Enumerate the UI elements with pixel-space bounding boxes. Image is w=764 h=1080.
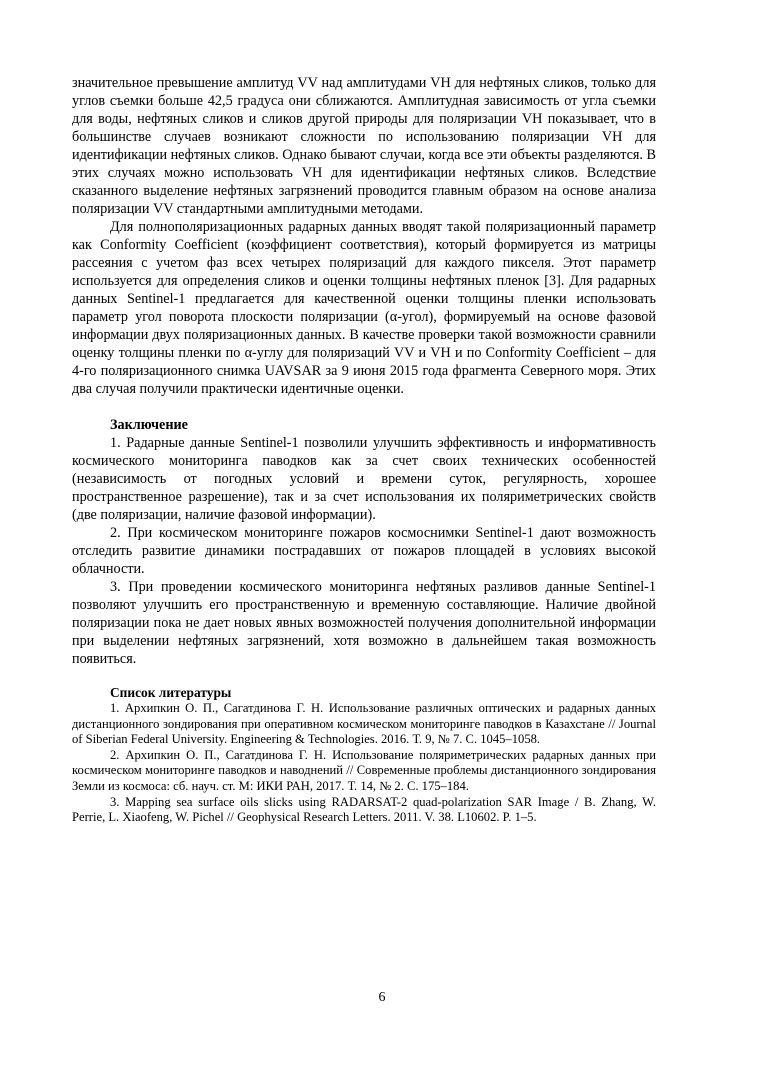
reference-item-2: 2. Архипкин О. П., Сагатдинова Г. Н. Использование поляриметрических радарных данных при космическом мониторинге паводков и наводнений // Современные проблемы дистанционного зондирования Земли из космоса: сб. науч. ст. М: ИКИ РАН, 2017. Т. 14, № 2. С. 175–184.	[72, 747, 656, 793]
conclusion-item-1: 1. Радарные данные Sentinel-1 позволили улучшить эффективность и информативность космического мониторинга паводков как за счет своих технических особенностей (независимость от погодных условий и времени суток, регулярность, хорошее пространственное разрешение), так и за счет использования их поляриметрических свойств (две поляризации, наличие фазовой информации).	[72, 435, 656, 523]
conclusion-item-3: 3. При проведении космического мониторинга нефтяных разливов данные Sentinel-1 позволяют улучшить его пространственную и временную составляющие. Наличие двойной поляризации пока не дает новых явных возможностей получения дополнительной информации при выделении нефтяных загрязнений, хотя возможно в дальнейшем такая возможность появиться.	[72, 579, 656, 667]
page-content	[72, 74, 656, 826]
reference-item-1: 1. Архипкин О. П., Сагатдинова Г. Н. Использование различных оптических и радарных данных дистанционного зондирования при оперативном космическом мониторинге паводков в Казахстане // Journal of Siberian Federal University. Engineering & Technologies. 2016. Т. 9, № 7. С. 1045–1058.	[72, 701, 656, 747]
conclusion-item-2: 2. При космическом мониторинге пожаров космоснимки Sentinel-1 дают возможность отследить развитие динамики пострадавших от пожаров площадей в условиях высокой облачности.	[72, 525, 656, 577]
references-heading: Список литературы	[110, 685, 232, 700]
conclusion-heading: Заключение	[110, 417, 188, 433]
body-paragraph-2: Для полнополяризационных радарных данных вводят такой поляризационный параметр как Conformity Coefficient (коэффициент соответствия), который формируется из матрицы рассеяния с учетом фаз всех четырех поляризаций для каждого пикселя. Этот параметр используется для определения сликов и оценки толщины нефтяных пленок [3]. Для радарных данных Sentinel-1 предлагается для качественной оценки толщины пленки использовать параметр угол поворота плоскости поляризации (α-угол), формируемый на основе фазовой информации двух поляризационных данных. В качестве проверки такой возможности сравнили оценку толщины пленки по α-углу для поляризаций VV и VH и по Conformity Coefficient – для 4-го поляризационного снимка UAVSAR за 9 июня 2015 года фрагмента Северного моря. Этих два случая получили практически идентичные оценки.	[72, 219, 656, 397]
body-paragraph-1: значительное превышение амплитуд VV над амплитудами VH для нефтяных сликов, только для углов съемки больше 42,5 градуса они сближаются. Амплитудная зависимость от угла съемки для воды, нефтяных сликов и сликов другой природы для поляризации VH показывает, что в большинстве случаев возникают сложности по использованию поляризации VH для идентификации нефтяных сликов. Однако бывают случаи, когда все эти объекты разделяются. В этих случаях можно использовать VH для идентификации нефтяных сликов. Вследствие сказанного выделение нефтяных загрязнений проводится главным образом на основе анализа поляризации VV стандартными амплитудными методами.	[72, 75, 656, 217]
references-list	[72, 701, 656, 826]
reference-item-3: 3. Mapping sea surface oils slicks using RADARSAT-2 quad-polarization SAR Image / B. Zhang, W. Perrie, L. Xiaofeng, W. Pichel // Geophysical Research Letters. 2011. V. 38. L10602. P. 1–5.	[72, 794, 656, 825]
page-number: 6	[378, 990, 386, 1005]
